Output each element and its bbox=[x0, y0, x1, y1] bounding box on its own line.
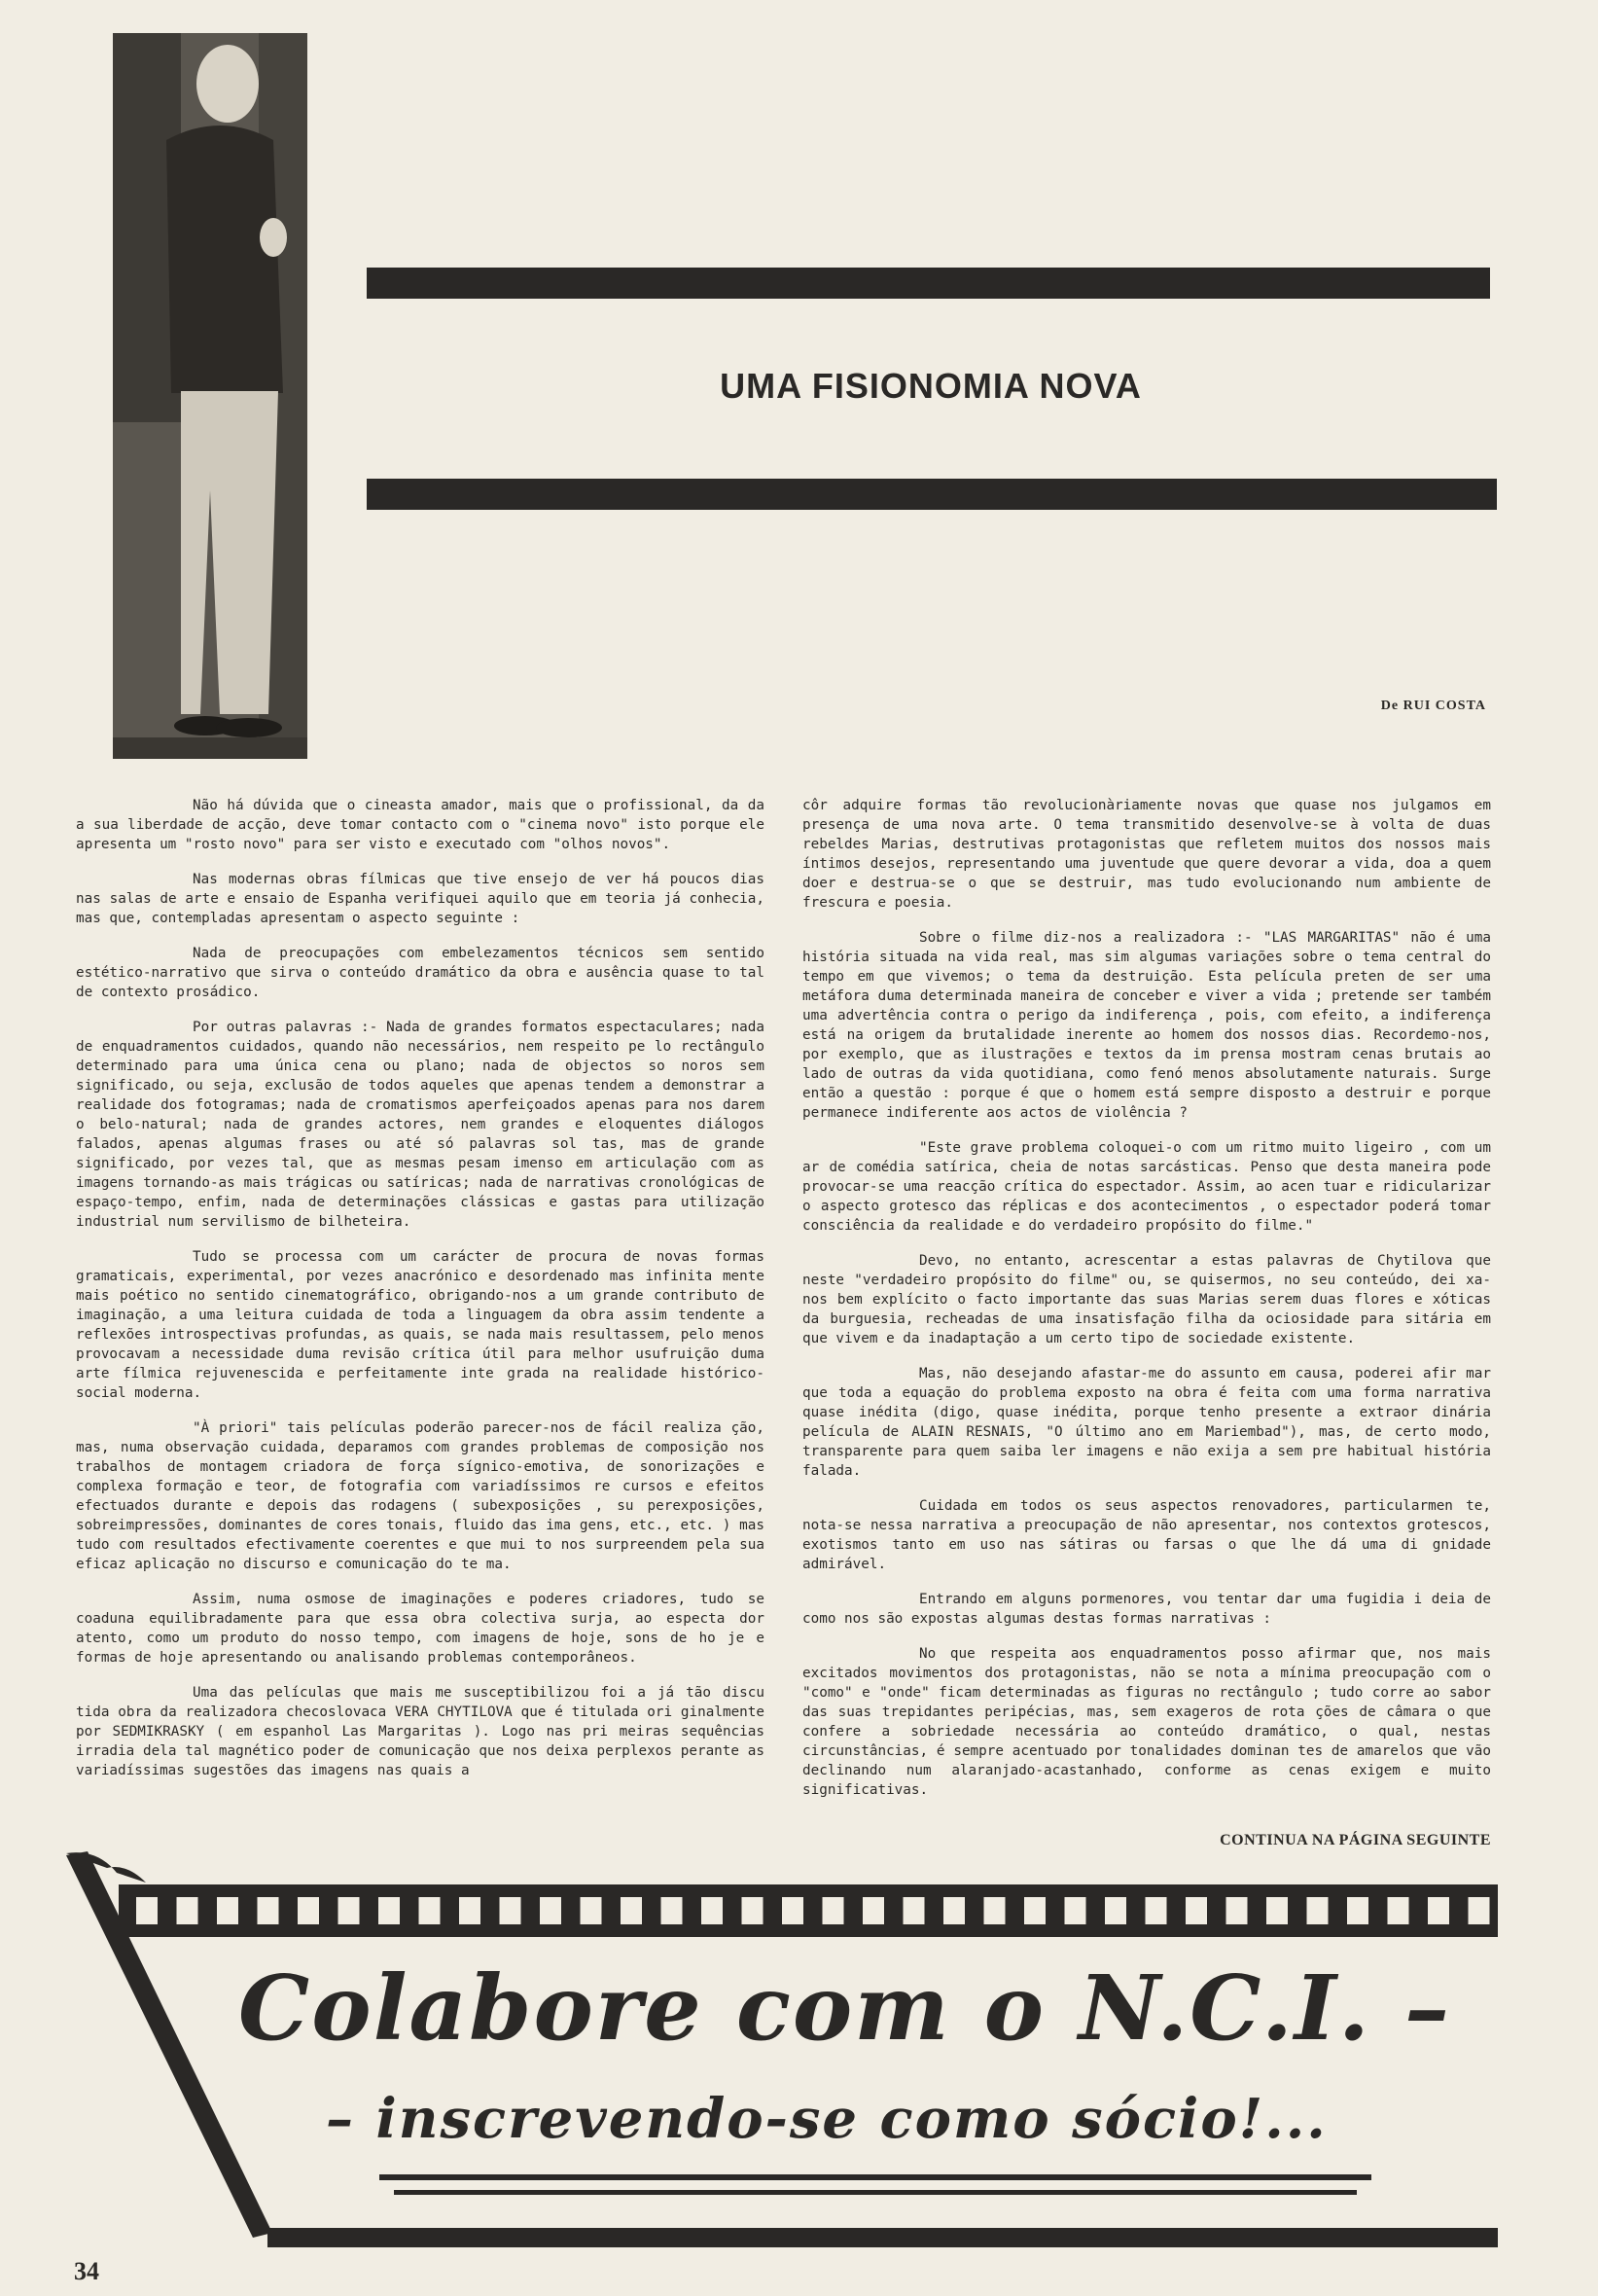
sprocket-hole bbox=[459, 1897, 480, 1924]
author-photo bbox=[113, 33, 307, 759]
sprocket-hole bbox=[1186, 1897, 1207, 1924]
paragraph: "Este grave problema coloquei-o com um ritmo muito ligeiro , com um ar de comédia satírica, cheia de notas sarcásticas. Penso que desta maneira pode provocar-se uma reacção crítica do espectador. Assim, ao acen tuar e ridicularizar o aspecto grotesco das réplicas e dos acontecimentos , o espectador poderá tomar consciência da realidade e do verdadeiro propósito do filme." bbox=[802, 1140, 1491, 1234]
sprocket-hole bbox=[1307, 1897, 1329, 1924]
paragraph: Não há dúvida que o cineasta amador, mais que o profissional, da da a sua liberdade de acção, deve tomar contacto com o "cinema novo" isto porque ele apresenta um "rosto novo" para ser visto e executado com "olhos novos". bbox=[76, 798, 764, 852]
sprocket-hole bbox=[177, 1897, 198, 1924]
right-column bbox=[802, 796, 1491, 1815]
sprocket-hole bbox=[1347, 1897, 1368, 1924]
sprocket-hole bbox=[661, 1897, 683, 1924]
sprocket-hole bbox=[1146, 1897, 1167, 1924]
article-title: UMA FISIONOMIA NOVA bbox=[720, 366, 1142, 406]
paragraph: Tudo se processa com um carácter de procura de novas formas gramaticais, experimental, por vezes anacrónico e desordenado mas infinita mente mais poético no sentido cinematográfico, obrigando-nos a um grande contributo de imaginação, a uma leitura cuidada de toda a linguagem da obra assim tendente a reflexões introspectivas profundas, as quais, se nada mais resultassem, pelo menos provocavam a necessidade duma revisão crítica útil para melhor usufruição duma arte fílmica rejuvenescida e perfeitamente inte grada na realidade histórico-social moderna. bbox=[76, 1249, 764, 1401]
sprocket-hole bbox=[823, 1897, 844, 1924]
page-number: 34 bbox=[74, 2257, 99, 2285]
sprocket-hole bbox=[742, 1897, 763, 1924]
sprocket-hole bbox=[258, 1897, 279, 1924]
paragraph: Sobre o filme diz-nos a realizadora :- "LAS MARGARITAS" não é uma história situada na vida real, mas sim algumas variações sobre o tema central do tempo em que vivemos; o tema da destruição. Esta película preten de ser uma metáfora duma determinada maneira de conceber e viver a vida ; pretende ser também uma advertência contra o perigo da indiferença , pois, com efeito, a indiferença está na origem da brutalidade inerente ao homem dos nossos dias. Recordemo-nos, por exemplo, que as ilustrações e textos da im prensa mostram cenas brutais ao lado de outras da vida quotidiana, como fenó menos absolutamente naturais. Surge então a questão : porque é que o homem está sempre disposto a destruir e porque permanece indiferente aos actos de violência ? bbox=[802, 930, 1491, 1121]
sprocket-hole bbox=[419, 1897, 441, 1924]
sprocket-hole bbox=[701, 1897, 723, 1924]
sprocket-hole bbox=[217, 1897, 238, 1924]
paragraph: Devo, no entanto, acrescentar a estas palavras de Chytilova que neste "verdadeiro propósito do filme" ou, se quisermos, no seu conteúdo, dei xa-nos bem explícito o facto importante das suas Marias serem duas flores e xóticas da burguesia, recheadas de uma insatisfação filha da ociosidade para sitária em que vivem e da inadaptação a um certo tipo de sociedade existente. bbox=[802, 1253, 1491, 1346]
sprocket-hole bbox=[136, 1897, 158, 1924]
sprocket-hole bbox=[500, 1897, 521, 1924]
paragraph: côr adquire formas tão revolucionàriamente novas que quase nos julgamos em presença de uma nova arte. O tema transmitido desenvolve-se à volta de duas rebeldes Marias, destrutivas protagonistas que refletem muitos dos nossos mais íntimos desejos, representando uma juventude que quere devorar a vida, doa a quem doer e destrua-se o que se destruir, mas tudo evolucionando num ambiente de frescura e poesia. bbox=[802, 798, 1491, 911]
sprocket-hole bbox=[298, 1897, 319, 1924]
sprocket-hole bbox=[1469, 1897, 1490, 1924]
continued-note: CONTINUA NA PÁGINA SEGUINTE bbox=[1220, 1832, 1491, 1848]
paragraph: Nas modernas obras fílmicas que tive ensejo de ver há poucos dias nas salas de arte e ensaio de Espanha verifiquei aquilo que em teoria já conhecia, mas que, contempladas apresentam o aspecto seguinte : bbox=[76, 872, 764, 926]
paragraph: Mas, não desejando afastar-me do assunto em causa, poderei afir mar que toda a equação do problema exposto na obra é feita com uma forma narrativa quase inédita (digo, quase inédita, porque tenho presente a extraor dinária película de ALAIN RESNAIS, "O último ano em Mariembad"), mas, de certo modo, transparente para quem saiba ler imagens e não exija a sem pre habitual história falada. bbox=[802, 1366, 1491, 1479]
sprocket-hole bbox=[1226, 1897, 1248, 1924]
sprocket-hole bbox=[378, 1897, 400, 1924]
sprocket-hole bbox=[1266, 1897, 1288, 1924]
paragraph: No que respeita aos enquadramentos posso afirmar que, nos mais excitados movimentos dos protagonistas, não se nota a mínima preocupação com o "como" e "onde" ficam determinadas as figuras no rectângulo ; tudo corre ao sabor das suas trepidantes peripécias, mas, sem exageros de rota ções de câmara o que confere a sobriedade necessária ao conteúdo dramático, o qual, nestas circunstâncias, é sempre acentuado por tonalidades dominan tes de amarelos que vão declinando num alaranjado-acastanhado, conforme as cenas exigem e muito significativas. bbox=[802, 1646, 1491, 1798]
sprocket-hole bbox=[338, 1897, 360, 1924]
sprocket-hole bbox=[1024, 1897, 1046, 1924]
paragraph: Assim, numa osmose de imaginações e poderes criadores, tudo se coaduna equilibradamente para que essa obra colectiva surja, ao especta dor atento, como um produto do nosso tempo, com imagens de hoje, sons de ho je e formas de hoje apresentando ou analisando problemas contemporâneos. bbox=[76, 1592, 764, 1666]
sprocket-hole bbox=[1428, 1897, 1449, 1924]
paragraph: Cuidada em todos os seus aspectos renovadores, particularmen te, nota-se nessa narrativa a preocupação de não apresentar, nos contextos grotescos, exotismos tanto em uso nas sátiras ou farsas o que lhe dá uma di gnidade admirável. bbox=[802, 1498, 1491, 1572]
banner-slogan-line2: – inscrevendo-se como sócio!... bbox=[326, 2087, 1328, 2151]
sprocket-hole bbox=[621, 1897, 642, 1924]
banner-slogan-line1: Colabore com o N.C.I. – bbox=[238, 1955, 1451, 2061]
sprocket-hole bbox=[1105, 1897, 1126, 1924]
paragraph: "À priori" tais películas poderão parecer-nos de fácil realiza ção, mas, numa observação cuidada, deparamos com grandes problemas de composição nos trabalhos de montagem criadora de força sígnico-emotiva, de sonorizações e complexa formação e teor, de fotografia com variadíssimos re cursos e efeitos efectuados durante e depois das rodagens ( subexposições , su perexposições, sobreimpressões, dominantes de cores tonais, fluido das ima gens, etc., etc. ) mas tudo com resultados efectivamente coerentes e que mui to nos surpreendem pela sua eficaz aplicação no discurso e comunicação do te ma. bbox=[76, 1420, 764, 1572]
sprocket-hole bbox=[1388, 1897, 1409, 1924]
paragraph: Uma das películas que mais me susceptibilizou foi a já tão discu tida obra da realizadora checoslovaca VERA CHYTILOVA que é titulada ori ginalmente por SEDMIKRASKY ( em espanhol Las Margaritas ). Logo nas pri meiras sequências irradia dela tal magnético poder de comunicação que nos deixa perplexos perante as variadíssimas sugestões das imagens nas quais a bbox=[76, 1685, 764, 1778]
paragraph: Entrando em alguns pormenores, vou tentar dar uma fugidia i deia de como nos são expostas algumas destas formas narrativas : bbox=[802, 1592, 1491, 1627]
sprocket-hole bbox=[943, 1897, 965, 1924]
sprocket-hole bbox=[782, 1897, 803, 1924]
sprocket-hole bbox=[904, 1897, 925, 1924]
sprocket-hole bbox=[984, 1897, 1006, 1924]
title-rule-bottom bbox=[367, 479, 1497, 510]
left-column bbox=[76, 796, 764, 1796]
paragraph: Por outras palavras :- Nada de grandes formatos espectaculares; nada de enquadramentos cuidados, quando não necessários, nem respeito pe lo rectângulo determinado para uma única cena ou plano; nada de objectos so noros sem significado, ou seja, exclusão de todos aqueles que apenas tendem a demonstrar a realidade dos fotogramas; nada de cromatismos aperfeiçoados apenas para nos darem o belo-natural; nada de grandes actores, nem grandes e eloquentes diálogos falados, apenas algumas frases ou até só palavras sol tas, mas de grande significado, por vezes tal, que as mesmas pesam imenso em articulação com as imagens tornando-as mais trágicas ou satíricas; nada de narrativas cronológicas de espaço-tempo, enfim, nada de determinações clássicas e gastas para utilização industrial num servilismo de bilheteira. bbox=[76, 1020, 764, 1230]
article-byline: De RUI COSTA bbox=[1380, 699, 1486, 713]
sprocket-hole bbox=[581, 1897, 602, 1924]
paragraph: Nada de preocupações com embelezamentos técnicos sem sentido estético-narrativo que sirva o conteúdo dramático da obra e ausência quase to tal de contexto prosádico. bbox=[76, 946, 764, 1000]
sprocket-hole bbox=[1065, 1897, 1086, 1924]
sprocket-hole bbox=[863, 1897, 884, 1924]
sprocket-hole bbox=[540, 1897, 561, 1924]
title-rule-top bbox=[367, 268, 1490, 299]
